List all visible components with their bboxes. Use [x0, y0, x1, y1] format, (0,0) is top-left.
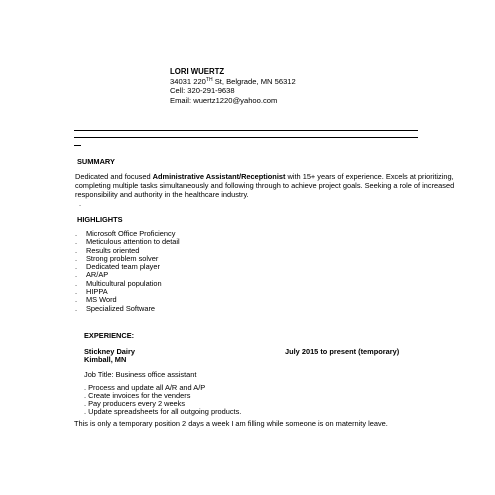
list-item: . Multicultural population	[75, 278, 162, 288]
list-item: . Create invoices for the venders	[84, 391, 191, 400]
job-title: Job Title: Business office assistant	[84, 370, 197, 379]
duties-list	[84, 384, 241, 416]
summary-text: Dedicated and focused Administrative Assistant/Receptionist with 15+ years of experience. Excels at prioritizing, completing multiple tasks simultaneously and following through to achieve project goals. Seeking a role of increased responsibility and authority in the healthcare industry. .	[75, 172, 455, 208]
divider-line-2	[74, 137, 418, 138]
list-item: . Results oriented	[75, 245, 140, 255]
highlights-list	[75, 230, 180, 313]
list-item: . Dedicated team player	[75, 262, 160, 272]
list-item: . AR/AP	[75, 270, 109, 280]
candidate-name: LORI WUERTZ	[170, 67, 225, 76]
highlights-heading: HIGHLIGHTS	[77, 215, 123, 224]
list-item: . Specialized Software	[75, 303, 156, 313]
employment-dates: July 2015 to present (temporary)	[285, 347, 400, 356]
company-name: Stickney Dairy	[84, 347, 135, 356]
cell-phone: Cell: 320-291-9638	[170, 86, 235, 96]
list-item: . Process and update all A/R and A/P	[84, 383, 206, 392]
list-item: . Pay producers every 2 weeks	[84, 399, 186, 408]
summary-heading: SUMMARY	[77, 157, 115, 166]
email-address: Email: wuertz1220@yahoo.com	[170, 95, 278, 105]
divider-line-3	[74, 145, 81, 146]
list-item: . MS Word	[75, 295, 117, 305]
divider-line-1	[74, 130, 418, 131]
experience-heading: EXPERIENCE:	[84, 331, 135, 340]
list-item: . Update spreadsheets for all outgoing products.	[84, 407, 242, 416]
list-item: . Strong problem solver	[75, 253, 159, 263]
company-location: Kimball, MN	[84, 355, 127, 364]
position-note: This is only a temporary position 2 days a week I am filling while someone is on maternity leave.	[74, 419, 388, 428]
list-item: . Microsoft Office Proficiency	[75, 229, 176, 238]
contact-block	[170, 67, 296, 105]
list-item: . HIPPA	[75, 287, 108, 297]
address-line: 34031 220TH St, Belgrade, MN 56312	[170, 76, 296, 86]
list-item: . Meticulous attention to detail	[75, 237, 180, 247]
